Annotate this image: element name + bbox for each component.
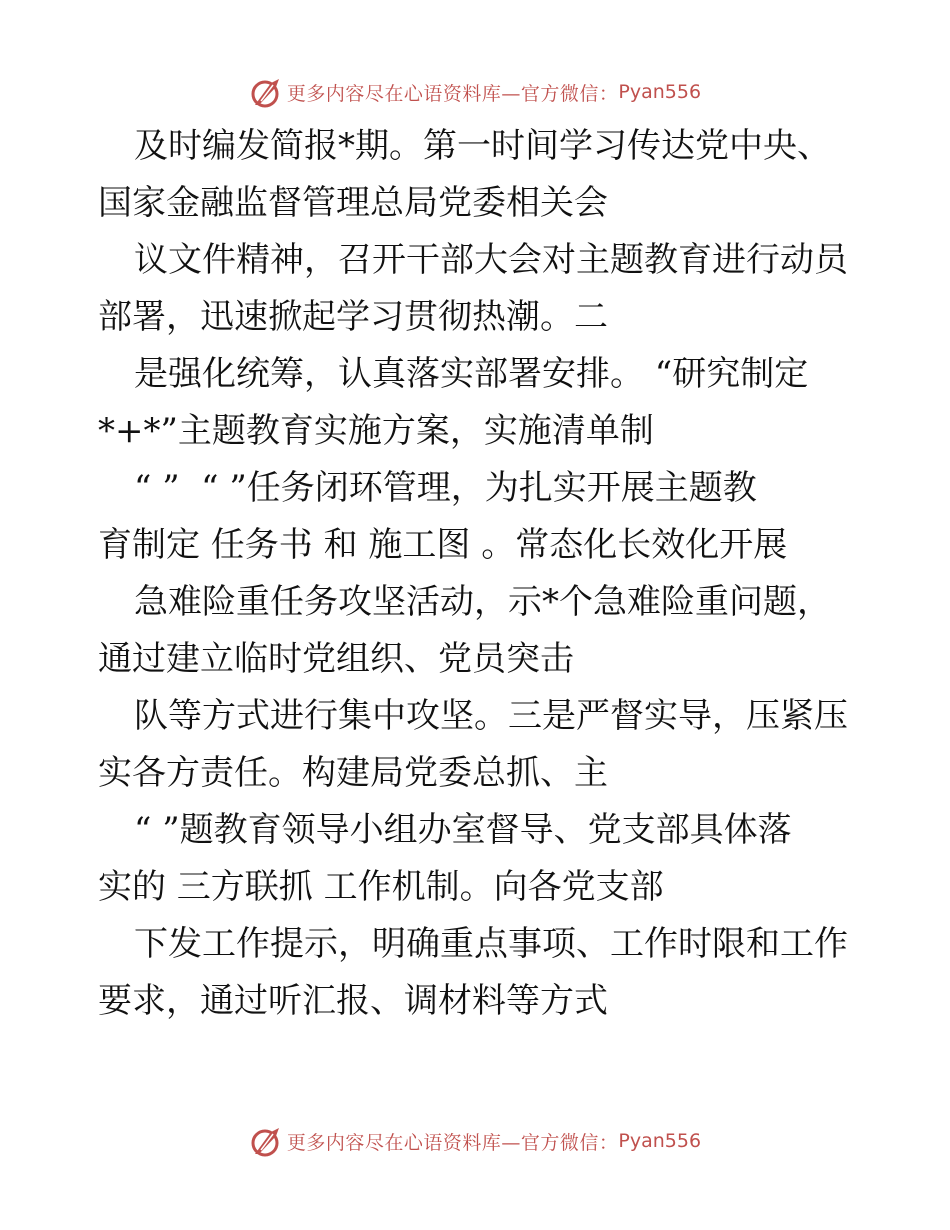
body-line: 是强化统筹，认真落实部署安排。 “研究制定 — [134, 354, 809, 394]
header-banner-text: 更多内容尽在心语资料库—官方微信： — [286, 82, 619, 105]
body-line: 要求，通过听汇报、调材料等方式 — [98, 981, 608, 1021]
body-line: 及时编发简报*期。第一时间学习传达党中央、 — [134, 126, 831, 166]
body-line: 议文件精神，召开干部大会对主题教育进行动员 — [134, 240, 848, 280]
body-line: 急难险重任务攻坚活动，示*个急难险重问题， — [134, 582, 831, 622]
body-text — [98, 118, 858, 1030]
footer-banner-text: 更多内容尽在心语资料库—官方微信： — [286, 1131, 619, 1154]
quill-pen-logo-icon — [249, 1124, 283, 1158]
body-line: 通过建立临时党组织、党员突击 — [98, 639, 574, 679]
body-line: 国家金融监督管理总局党委相关会 — [98, 183, 608, 223]
body-line: *+*”主题教育实施方案，实施清单制 — [98, 411, 654, 451]
quill-pen-logo-icon — [249, 75, 283, 109]
header-wechat-id: Pyan556 — [618, 81, 702, 103]
header-banner — [0, 72, 950, 112]
footer-banner — [0, 1121, 950, 1161]
body-line: 队等方式进行集中攻坚。三是严督实导，压紧压 — [134, 696, 848, 736]
body-line: 育制定 任务书 和 施工图 。常态化长效化开展 — [98, 525, 788, 565]
body-line: 部署，迅速掀起学习贯彻热潮。二 — [98, 297, 608, 337]
body-line: “ ”题教育领导小组办室督导、党支部具体落 — [134, 810, 792, 850]
body-line: 实的 三方联抓 工作机制。向各党支部 — [98, 867, 664, 907]
body-line: 下发工作提示，明确重点事项、工作时限和工作 — [134, 924, 848, 964]
footer-wechat-id: Pyan556 — [618, 1130, 702, 1152]
body-line: 实各方责任。构建局党委总抓、主 — [98, 753, 608, 793]
body-line: “ ” “ ”任务闭环管理，为扎实开展主题教 — [134, 468, 757, 508]
